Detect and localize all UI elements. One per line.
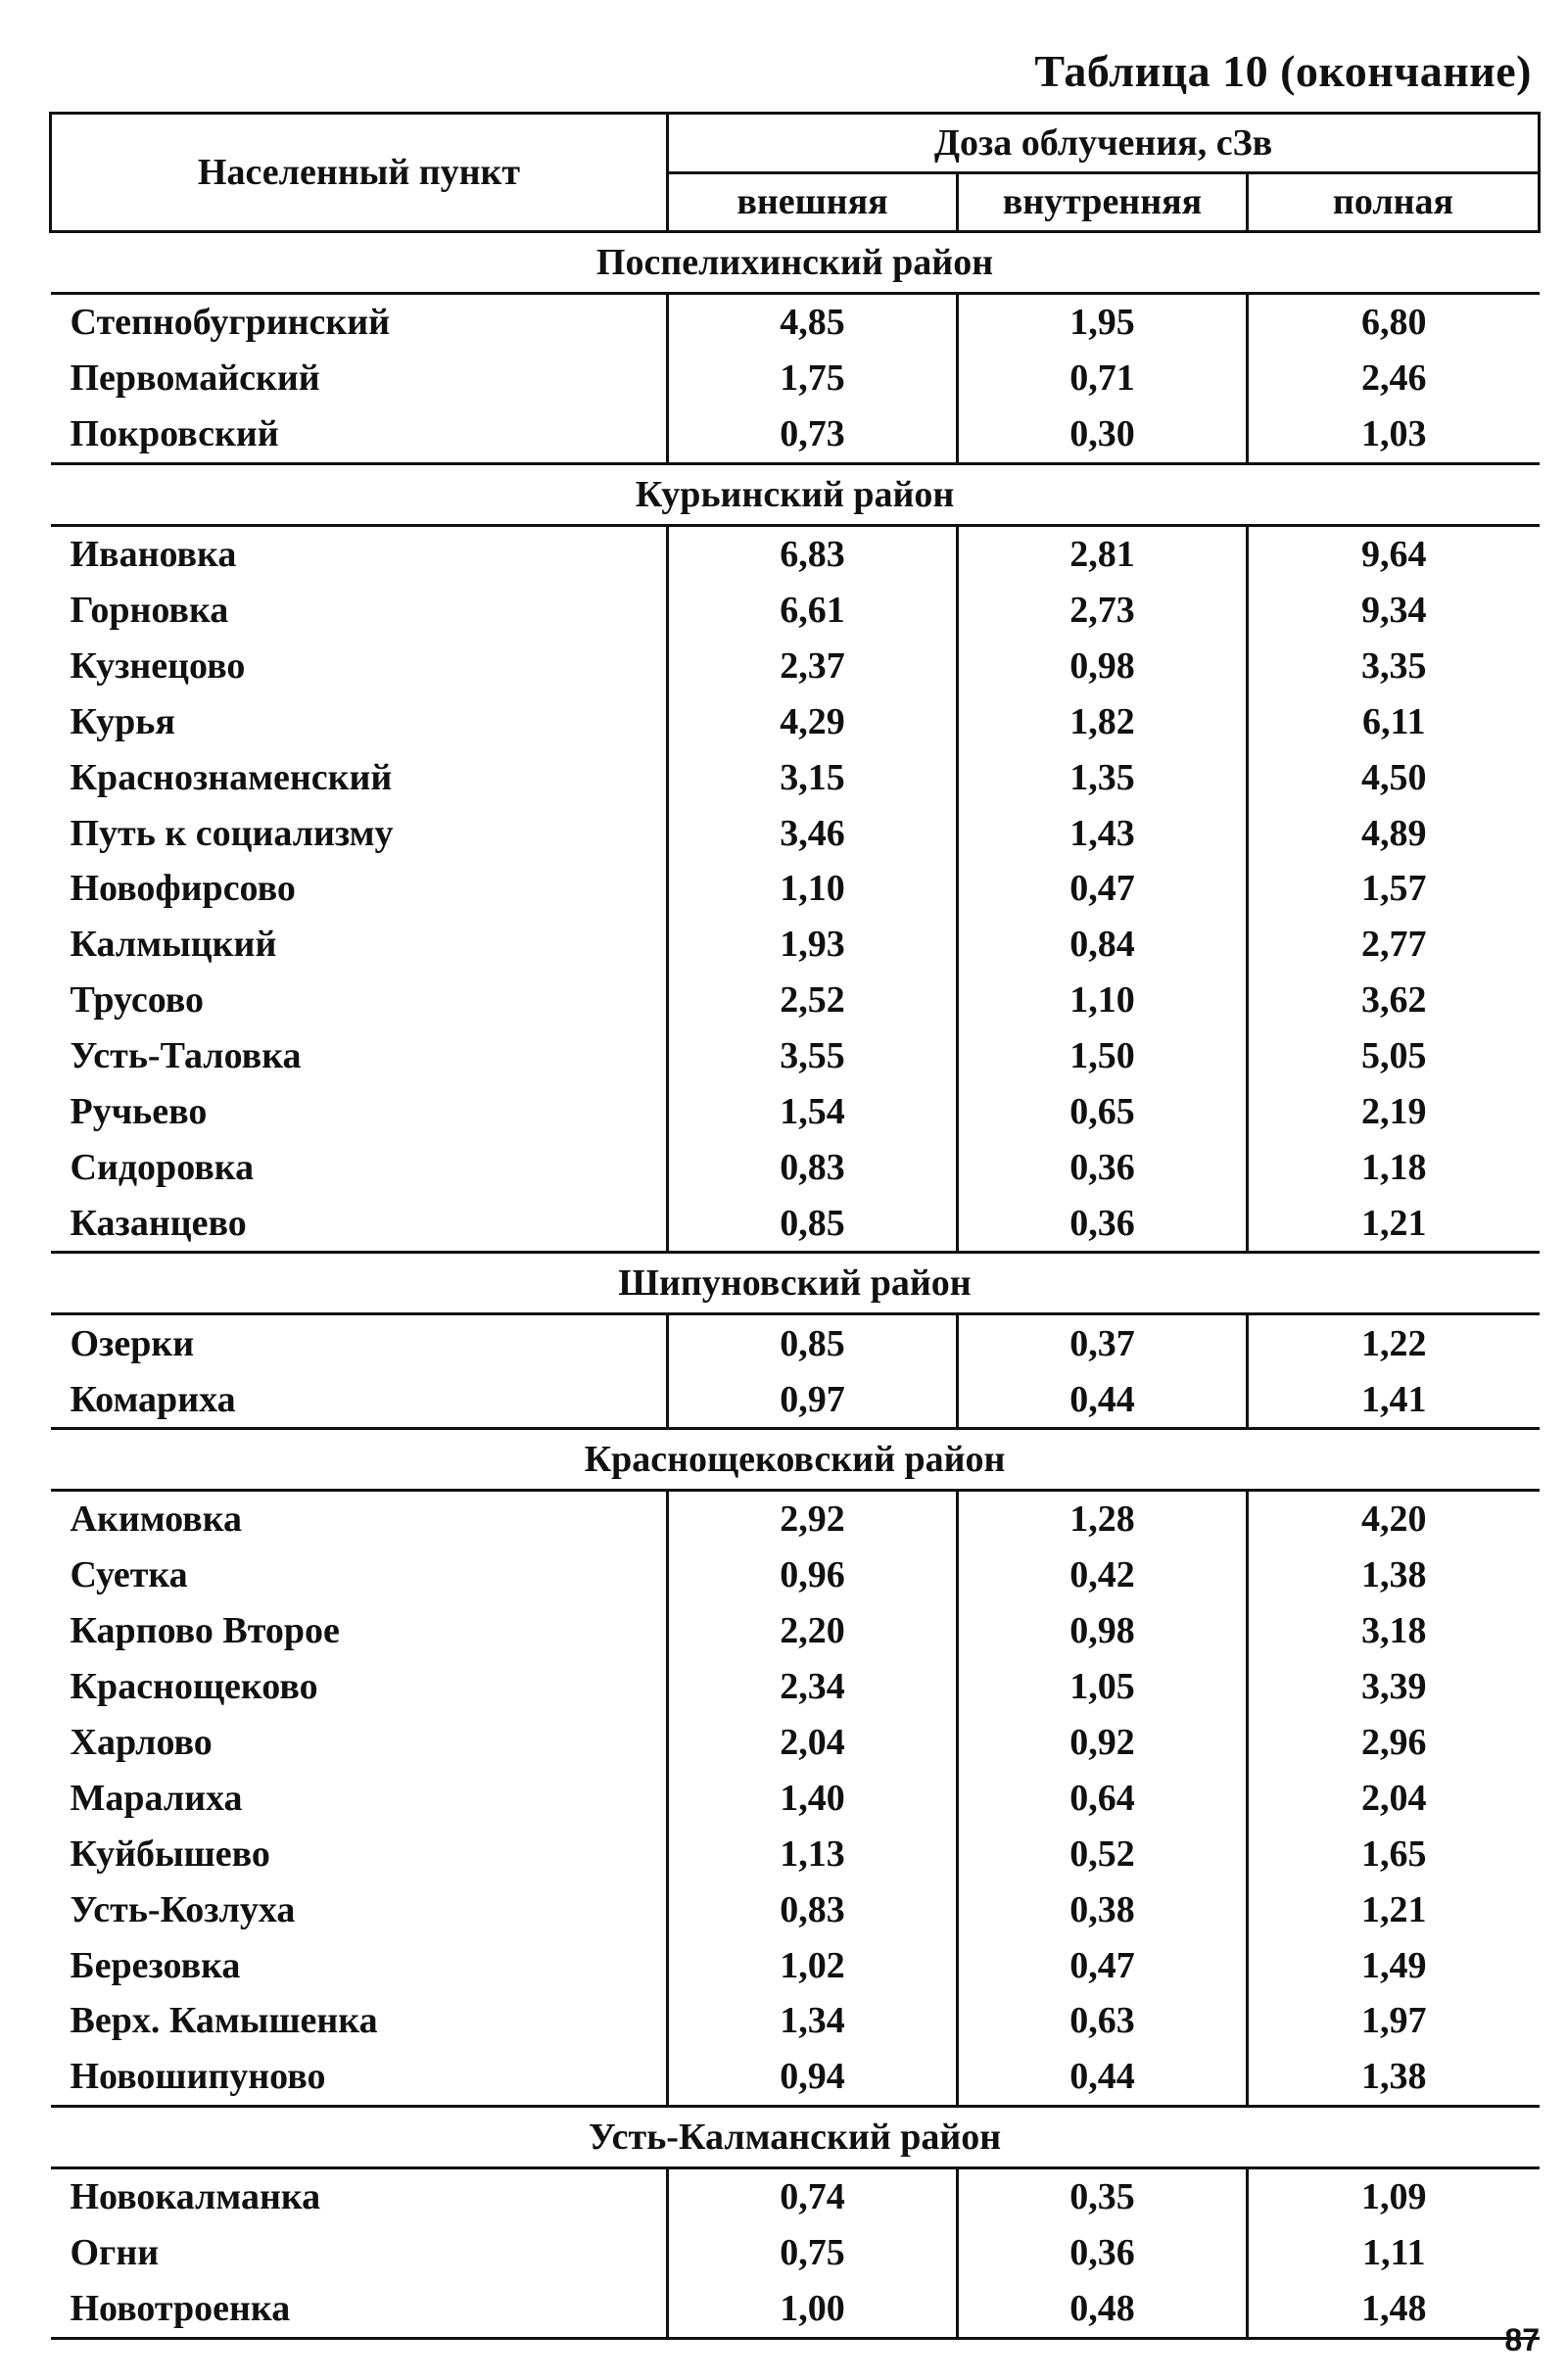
external-dose-cell: 6,61 xyxy=(668,583,958,639)
total-dose-cell: 2,77 xyxy=(1248,917,1540,973)
settlement-cell: Новофирсово xyxy=(51,861,668,917)
district-header-row xyxy=(51,463,1540,525)
total-dose-cell: 1,21 xyxy=(1248,1881,1540,1937)
header-total: полная xyxy=(1248,172,1540,232)
total-dose-cell: 3,35 xyxy=(1248,638,1540,693)
external-dose-cell: 1,00 xyxy=(668,2281,958,2338)
external-dose-cell: 2,52 xyxy=(668,973,958,1028)
total-dose-cell: 9,64 xyxy=(1248,525,1540,582)
internal-dose-cell: 0,38 xyxy=(958,1881,1248,1937)
table-row xyxy=(51,1028,1540,1084)
internal-dose-cell: 0,47 xyxy=(958,1937,1248,1993)
total-dose-cell: 1,11 xyxy=(1248,2225,1540,2281)
table-row xyxy=(51,1826,1540,1881)
table-row xyxy=(51,693,1540,749)
table-row xyxy=(51,1139,1540,1195)
internal-dose-cell: 1,82 xyxy=(958,693,1248,749)
table-row xyxy=(51,1770,1540,1826)
settlement-cell: Калмыцкий xyxy=(51,917,668,973)
total-dose-cell: 2,19 xyxy=(1248,1084,1540,1140)
settlement-cell: Верх. Камышенка xyxy=(51,1993,668,2049)
internal-dose-cell: 0,84 xyxy=(958,917,1248,973)
settlement-cell: Горновка xyxy=(51,583,668,639)
settlement-cell: Казанцево xyxy=(51,1195,668,1252)
table-row xyxy=(51,2225,1540,2281)
external-dose-cell: 1,13 xyxy=(668,1826,958,1881)
internal-dose-cell: 0,44 xyxy=(958,1371,1248,1428)
internal-dose-cell: 0,36 xyxy=(958,2225,1248,2281)
settlement-cell: Карпово Второе xyxy=(51,1603,668,1659)
table-row xyxy=(51,2167,1540,2224)
total-dose-cell: 3,39 xyxy=(1248,1659,1540,1715)
table-row xyxy=(51,294,1540,351)
header-dose-group: Доза облучения, сЗв xyxy=(668,114,1540,173)
table-row xyxy=(51,583,1540,639)
district-name: Усть-Калманский район xyxy=(51,2106,1540,2167)
table-row xyxy=(51,1937,1540,1993)
total-dose-cell: 1,49 xyxy=(1248,1937,1540,1993)
settlement-cell: Куйбышево xyxy=(51,1826,668,1881)
total-dose-cell: 1,09 xyxy=(1248,2167,1540,2224)
internal-dose-cell: 0,30 xyxy=(958,406,1248,463)
total-dose-cell: 6,80 xyxy=(1248,294,1540,351)
internal-dose-cell: 0,35 xyxy=(958,2167,1248,2224)
settlement-cell: Новошипуново xyxy=(51,2049,668,2106)
district-name: Поспелихинский район xyxy=(51,232,1540,294)
total-dose-cell: 1,38 xyxy=(1248,2049,1540,2106)
settlement-cell: Покровский xyxy=(51,406,668,463)
external-dose-cell: 0,74 xyxy=(668,2167,958,2224)
settlement-cell: Ивановка xyxy=(51,525,668,582)
table-row xyxy=(51,1603,1540,1659)
internal-dose-cell: 0,63 xyxy=(958,1993,1248,2049)
total-dose-cell: 1,65 xyxy=(1248,1826,1540,1881)
settlement-cell: Краснознаменский xyxy=(51,749,668,805)
total-dose-cell: 1,18 xyxy=(1248,1139,1540,1195)
external-dose-cell: 1,40 xyxy=(668,1770,958,1826)
district-header-row xyxy=(51,232,1540,294)
total-dose-cell: 4,50 xyxy=(1248,749,1540,805)
total-dose-cell: 1,97 xyxy=(1248,1993,1540,2049)
district-name: Курьинский район xyxy=(51,463,1540,525)
table-row xyxy=(51,1547,1540,1603)
internal-dose-cell: 2,81 xyxy=(958,525,1248,582)
table-row xyxy=(51,749,1540,805)
internal-dose-cell: 1,43 xyxy=(958,805,1248,861)
settlement-cell: Курья xyxy=(51,693,668,749)
internal-dose-cell: 0,36 xyxy=(958,1139,1248,1195)
table-row xyxy=(51,1715,1540,1771)
district-name: Шипуновский район xyxy=(51,1253,1540,1314)
table-row xyxy=(51,1659,1540,1715)
table-row xyxy=(51,406,1540,463)
external-dose-cell: 3,15 xyxy=(668,749,958,805)
total-dose-cell: 1,38 xyxy=(1248,1547,1540,1603)
internal-dose-cell: 0,42 xyxy=(958,1547,1248,1603)
external-dose-cell: 0,73 xyxy=(668,406,958,463)
settlement-cell: Маралиха xyxy=(51,1770,668,1826)
internal-dose-cell: 0,92 xyxy=(958,1715,1248,1771)
settlement-cell: Первомайский xyxy=(51,351,668,406)
settlement-cell: Новокалманка xyxy=(51,2167,668,2224)
external-dose-cell: 3,55 xyxy=(668,1028,958,1084)
total-dose-cell: 1,22 xyxy=(1248,1314,1540,1371)
header-external: внешняя xyxy=(668,172,958,232)
external-dose-cell: 0,75 xyxy=(668,2225,958,2281)
total-dose-cell: 4,20 xyxy=(1248,1491,1540,1547)
table-row xyxy=(51,861,1540,917)
table-row xyxy=(51,805,1540,861)
internal-dose-cell: 1,10 xyxy=(958,973,1248,1028)
external-dose-cell: 1,34 xyxy=(668,1993,958,2049)
internal-dose-cell: 0,36 xyxy=(958,1195,1248,1252)
internal-dose-cell: 1,95 xyxy=(958,294,1248,351)
internal-dose-cell: 0,37 xyxy=(958,1314,1248,1371)
internal-dose-cell: 2,73 xyxy=(958,583,1248,639)
settlement-cell: Усть-Таловка xyxy=(51,1028,668,1084)
internal-dose-cell: 0,44 xyxy=(958,2049,1248,2106)
district-name: Краснощековский район xyxy=(51,1429,1540,1491)
external-dose-cell: 6,83 xyxy=(668,525,958,582)
total-dose-cell: 4,89 xyxy=(1248,805,1540,861)
total-dose-cell: 3,62 xyxy=(1248,973,1540,1028)
internal-dose-cell: 0,98 xyxy=(958,1603,1248,1659)
total-dose-cell: 1,57 xyxy=(1248,861,1540,917)
settlement-cell: Харлово xyxy=(51,1715,668,1771)
external-dose-cell: 0,83 xyxy=(668,1139,958,1195)
external-dose-cell: 0,83 xyxy=(668,1881,958,1937)
settlement-cell: Усть-Козлуха xyxy=(51,1881,668,1937)
table-row xyxy=(51,1371,1540,1428)
total-dose-cell: 2,46 xyxy=(1248,351,1540,406)
table-row xyxy=(51,525,1540,582)
external-dose-cell: 1,75 xyxy=(668,351,958,406)
district-header-row xyxy=(51,2106,1540,2167)
total-dose-cell: 1,41 xyxy=(1248,1371,1540,1428)
settlement-cell: Путь к социализму xyxy=(51,805,668,861)
settlement-cell: Кузнецово xyxy=(51,638,668,693)
settlement-cell: Ручьево xyxy=(51,1084,668,1140)
internal-dose-cell: 0,47 xyxy=(958,861,1248,917)
district-header-row xyxy=(51,1429,1540,1491)
table-row xyxy=(51,1314,1540,1371)
settlement-cell: Степнобугринский xyxy=(51,294,668,351)
table-row xyxy=(51,1491,1540,1547)
district-header-row xyxy=(51,1253,1540,1314)
settlement-cell: Трусово xyxy=(51,973,668,1028)
table-row xyxy=(51,1881,1540,1937)
settlement-cell: Сидоровка xyxy=(51,1139,668,1195)
internal-dose-cell: 1,28 xyxy=(958,1491,1248,1547)
total-dose-cell: 2,04 xyxy=(1248,1770,1540,1826)
settlement-cell: Комариха xyxy=(51,1371,668,1428)
total-dose-cell: 1,48 xyxy=(1248,2281,1540,2338)
table-row xyxy=(51,638,1540,693)
table-row xyxy=(51,1195,1540,1252)
table-row xyxy=(51,973,1540,1028)
header-internal: внутренняя xyxy=(958,172,1248,232)
settlement-cell: Озерки xyxy=(51,1314,668,1371)
settlement-cell: Акимовка xyxy=(51,1491,668,1547)
table-row xyxy=(51,917,1540,973)
external-dose-cell: 4,29 xyxy=(668,693,958,749)
internal-dose-cell: 0,98 xyxy=(958,638,1248,693)
table-row xyxy=(51,2049,1540,2106)
external-dose-cell: 0,96 xyxy=(668,1547,958,1603)
external-dose-cell: 1,93 xyxy=(668,917,958,973)
internal-dose-cell: 1,35 xyxy=(958,749,1248,805)
total-dose-cell: 1,21 xyxy=(1248,1195,1540,1252)
table-body xyxy=(51,232,1540,2339)
internal-dose-cell: 0,65 xyxy=(958,1084,1248,1140)
total-dose-cell: 5,05 xyxy=(1248,1028,1540,1084)
settlement-cell: Новотроенка xyxy=(51,2281,668,2338)
table-row xyxy=(51,351,1540,406)
internal-dose-cell: 0,71 xyxy=(958,351,1248,406)
total-dose-cell: 2,96 xyxy=(1248,1715,1540,1771)
internal-dose-cell: 1,50 xyxy=(958,1028,1248,1084)
external-dose-cell: 3,46 xyxy=(668,805,958,861)
settlement-cell: Березовка xyxy=(51,1937,668,1993)
external-dose-cell: 2,34 xyxy=(668,1659,958,1715)
external-dose-cell: 1,10 xyxy=(668,861,958,917)
internal-dose-cell: 0,64 xyxy=(958,1770,1248,1826)
external-dose-cell: 2,04 xyxy=(668,1715,958,1771)
external-dose-cell: 0,94 xyxy=(668,2049,958,2106)
page-number: 87 xyxy=(1504,2322,1540,2357)
settlement-cell: Краснощеково xyxy=(51,1659,668,1715)
external-dose-cell: 0,85 xyxy=(668,1195,958,1252)
total-dose-cell: 1,03 xyxy=(1248,406,1540,463)
total-dose-cell: 6,11 xyxy=(1248,693,1540,749)
external-dose-cell: 1,02 xyxy=(668,1937,958,1993)
table-row xyxy=(51,2281,1540,2338)
external-dose-cell: 2,20 xyxy=(668,1603,958,1659)
table-header xyxy=(51,114,1540,232)
internal-dose-cell: 1,05 xyxy=(958,1659,1248,1715)
external-dose-cell: 0,97 xyxy=(668,1371,958,1428)
table-row xyxy=(51,1084,1540,1140)
page-title: Таблица 10 (окончание) xyxy=(1034,46,1532,96)
header-settlement: Населенный пункт xyxy=(51,114,668,232)
total-dose-cell: 9,34 xyxy=(1248,583,1540,639)
settlement-cell: Суетка xyxy=(51,1547,668,1603)
settlement-cell: Огни xyxy=(51,2225,668,2281)
internal-dose-cell: 0,52 xyxy=(958,1826,1248,1881)
total-dose-cell: 3,18 xyxy=(1248,1603,1540,1659)
external-dose-cell: 4,85 xyxy=(668,294,958,351)
dose-table xyxy=(49,112,1541,2340)
external-dose-cell: 1,54 xyxy=(668,1084,958,1140)
external-dose-cell: 2,92 xyxy=(668,1491,958,1547)
external-dose-cell: 2,37 xyxy=(668,638,958,693)
external-dose-cell: 0,85 xyxy=(668,1314,958,1371)
table-row xyxy=(51,1993,1540,2049)
internal-dose-cell: 0,48 xyxy=(958,2281,1248,2338)
